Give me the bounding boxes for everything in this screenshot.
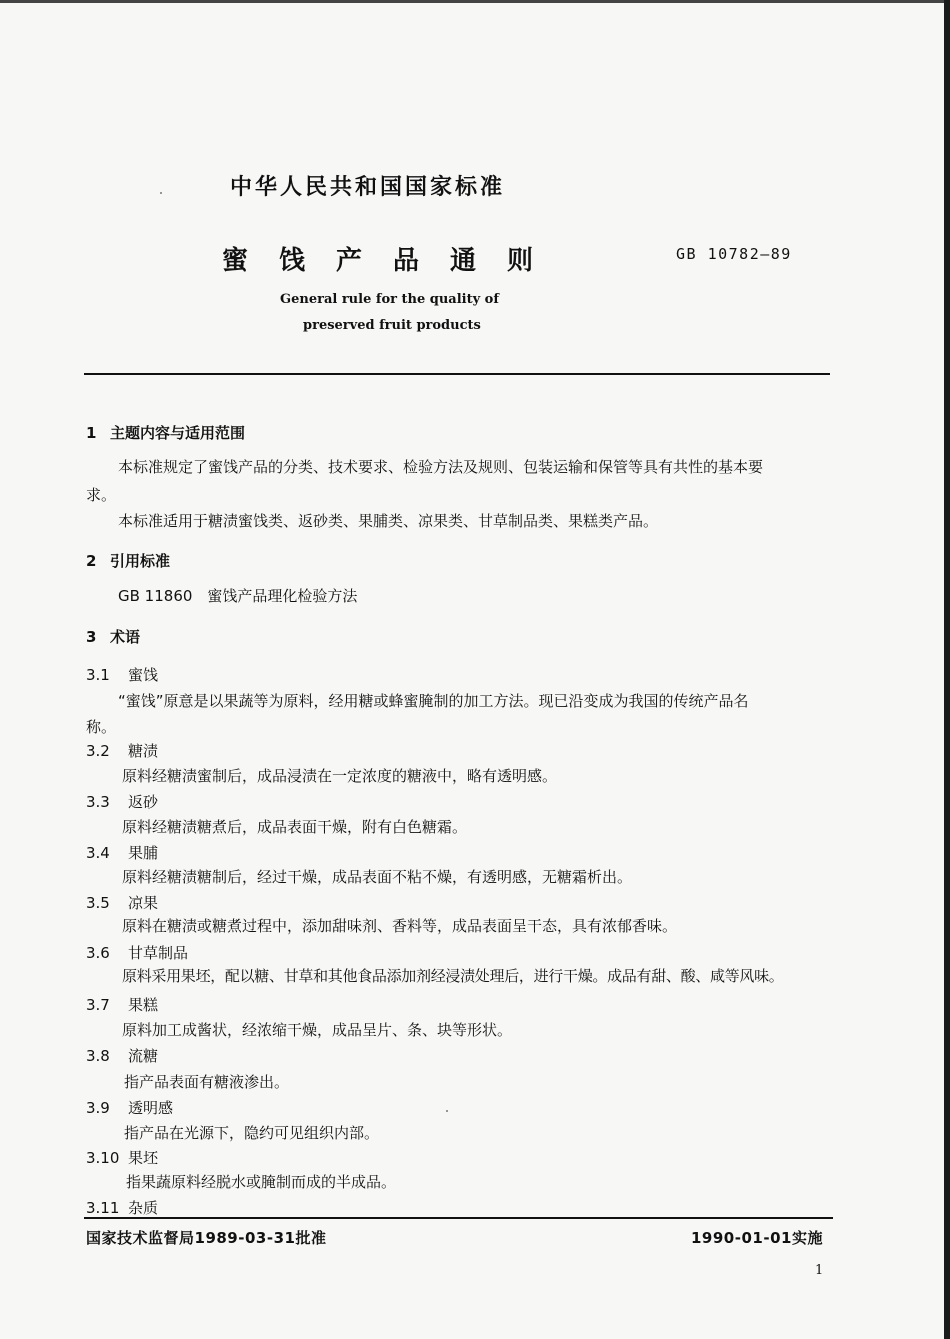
english-title-line2: preserved fruit products	[303, 318, 481, 333]
term-definition: “蜜饯”原意是以果蔬等为原料，经用糖或蜂蜜腌制的加工方法。现已沿变成为我国的传统产品名	[118, 692, 749, 710]
document-title: 蜜饯产品通则	[222, 246, 565, 276]
scan-border-top	[0, 0, 950, 3]
effective-date: 1990-01-01实施	[691, 1229, 823, 1247]
term-name: 蜜饯	[128, 666, 159, 684]
scan-speck	[160, 192, 162, 194]
term-number: 3.3	[86, 793, 110, 811]
term-definition: 指产品在光源下，隐约可见组织内部。	[124, 1124, 380, 1142]
section-number: 1	[86, 424, 97, 442]
english-title-line1: General rule for the quality of	[280, 292, 499, 307]
term-name: 果坯	[128, 1149, 159, 1167]
term-heading	[86, 1097, 173, 1118]
term-heading	[86, 892, 158, 913]
section-heading-scope	[86, 422, 245, 443]
term-definition: 原料经糖渍糖制后，经过干燥，成品表面不粘不燥，有透明感，无糖霜析出。	[122, 868, 633, 886]
term-definition: 原料采用果坯，配以糖、甘草和其他食品添加剂经浸渍处理后，进行干燥。成品有甜、酸、咸等风味。	[122, 967, 784, 985]
term-heading	[86, 842, 158, 863]
term-heading	[86, 740, 158, 761]
scan-speck	[446, 1110, 448, 1112]
term-heading	[86, 791, 158, 812]
term-number: 3.7	[86, 996, 110, 1014]
term-heading	[86, 1197, 158, 1218]
term-name: 糖渍	[128, 742, 159, 760]
term-heading	[86, 1045, 158, 1066]
term-name: 返砂	[128, 793, 159, 811]
section-heading-terms	[86, 626, 140, 647]
national-standard-heading: 中华人民共和国国家标准	[230, 175, 506, 200]
term-number: 3.4	[86, 844, 110, 862]
reference-entry: GB 11860 蜜饯产品理化检验方法	[118, 587, 358, 605]
term-number: 3.5	[86, 894, 110, 912]
scope-paragraph-line2: 求。	[86, 486, 117, 504]
scope-paragraph-line1: 本标准规定了蜜饯产品的分类、技术要求、检验方法及规则、包装运输和保管等具有共性的基本要	[118, 458, 764, 476]
term-heading	[86, 664, 158, 685]
term-name: 凉果	[128, 894, 159, 912]
term-definition: 原料加工成酱状，经浓缩干燥，成品呈片、条、块等形状。	[122, 1021, 513, 1039]
term-number: 3.9	[86, 1099, 110, 1117]
term-definition: 原料经糖渍糖煮后，成品表面干燥，附有白色糖霜。	[122, 818, 468, 836]
term-heading	[86, 942, 188, 963]
term-name: 果糕	[128, 996, 159, 1014]
term-name: 甘草制品	[128, 944, 189, 962]
term-number: 3.10	[86, 1149, 120, 1167]
standard-number: GB 10782—89	[676, 245, 792, 263]
approval-note: 国家技术监督局1989-03-31批准	[86, 1229, 327, 1247]
footer-divider	[84, 1217, 833, 1219]
term-number: 3.6	[86, 944, 110, 962]
term-definition: 原料在糖渍或糖煮过程中，添加甜味剂、香料等，成品表面呈干态，具有浓郁香味。	[122, 917, 678, 935]
page-number: 1	[815, 1263, 824, 1278]
term-definition: 指产品表面有糖液渗出。	[124, 1073, 290, 1091]
section-number: 2	[86, 552, 97, 570]
term-heading	[86, 1147, 158, 1168]
section-number: 3	[86, 628, 97, 646]
term-name: 果脯	[128, 844, 159, 862]
header-divider	[84, 373, 830, 375]
section-title: 术语	[110, 628, 141, 646]
term-number: 3.1	[86, 666, 110, 684]
section-title: 主题内容与适用范围	[110, 424, 246, 442]
term-definition: 指果蔬原料经脱水或腌制而成的半成品。	[126, 1173, 397, 1191]
term-name: 透明感	[128, 1099, 174, 1117]
term-name: 杂质	[128, 1199, 159, 1217]
term-definition-cont: 称。	[86, 718, 117, 736]
term-definition: 原料经糖渍蜜制后，成品浸渍在一定浓度的糖液中，略有透明感。	[122, 767, 558, 785]
term-heading	[86, 994, 158, 1015]
term-name: 流糖	[128, 1047, 159, 1065]
scope-paragraph-2: 本标准适用于糖渍蜜饯类、返砂类、果脯类、凉果类、甘草制品类、果糕类产品。	[118, 512, 659, 530]
term-number: 3.8	[86, 1047, 110, 1065]
section-title: 引用标准	[110, 552, 171, 570]
term-number: 3.11	[86, 1199, 120, 1217]
scan-border-right	[944, 0, 950, 1339]
term-number: 3.2	[86, 742, 110, 760]
section-heading-references	[86, 550, 170, 571]
